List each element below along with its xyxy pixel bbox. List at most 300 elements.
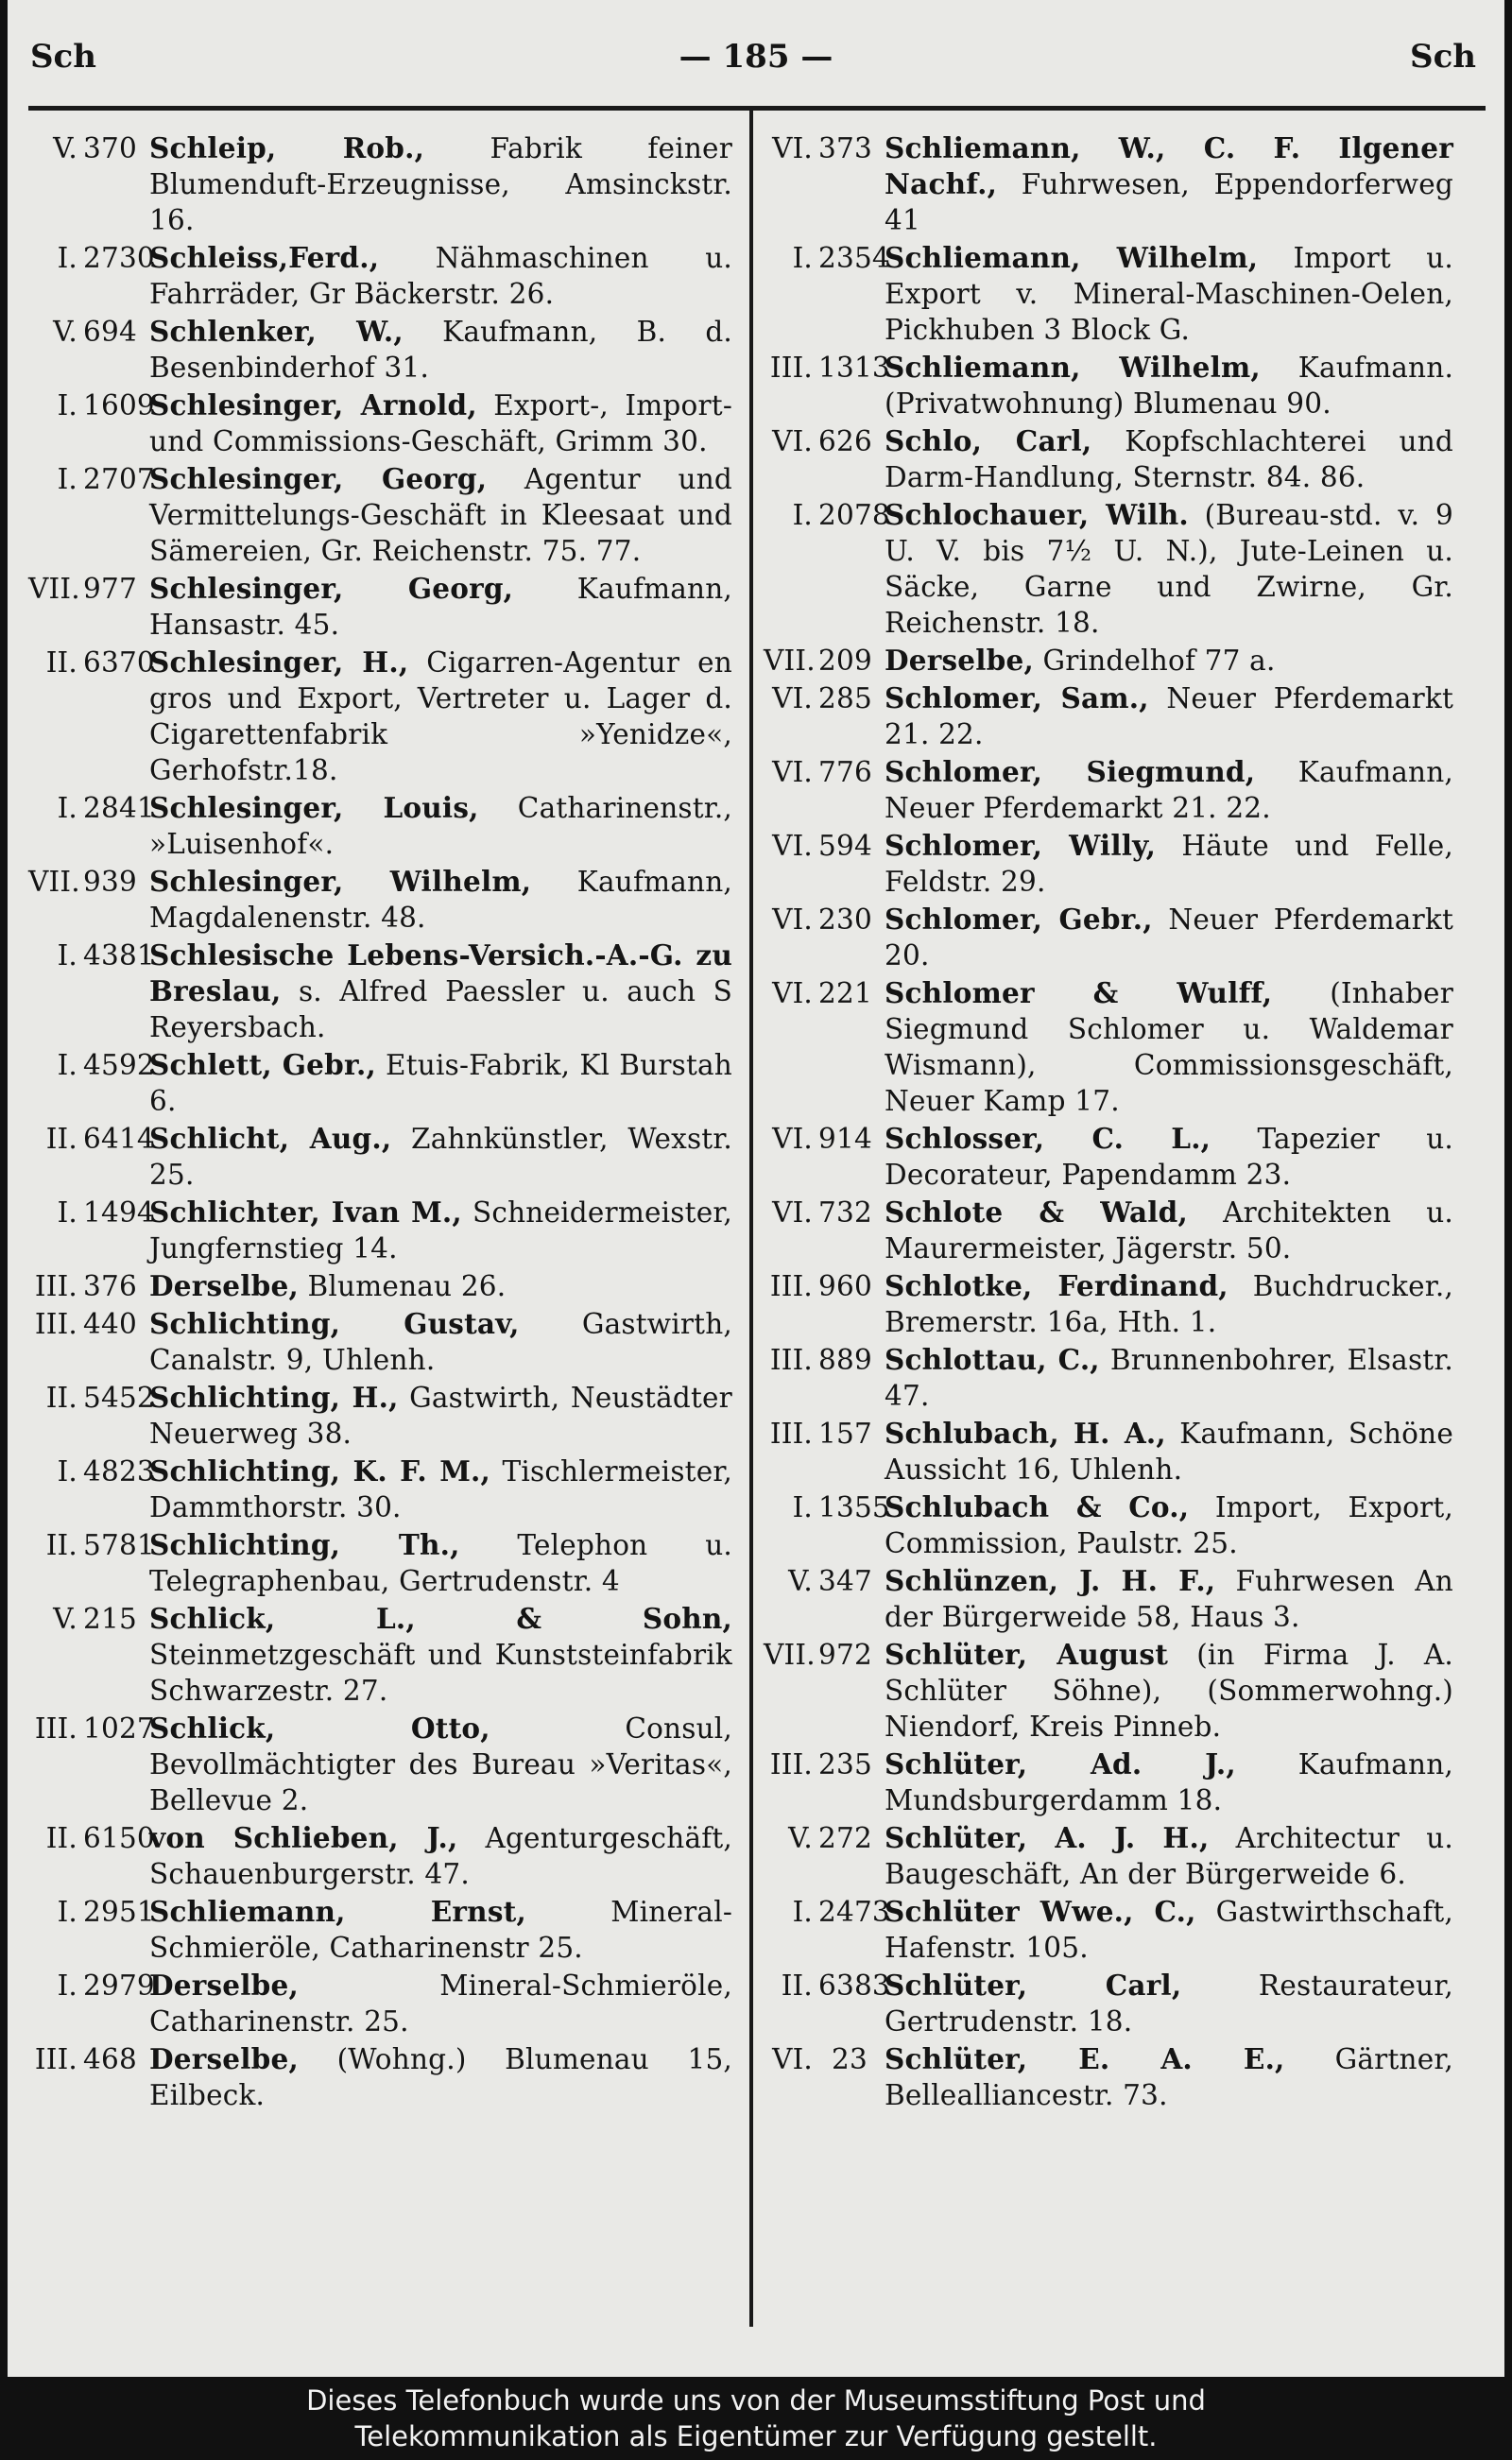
subscriber-details: Gastwirth, Neustädter Neuerweg 38. [149,1382,732,1450]
phone-number: 2951 [83,1896,155,1928]
subscriber-details: Agentur und Vermittelungs-Geschäft in Kleesaat und Sämereien, Gr. Reichenstr. 75. 77. [149,463,732,567]
phone-number: 5781 [83,1529,155,1561]
directory-entry [764,902,1453,973]
phone-number: 776 [818,756,872,788]
subscriber-details: Tischlermeister, Dammthorstr. 30. [149,1455,733,1523]
directory-entry [28,1968,732,2039]
district-code: I. [57,1196,77,1229]
district-code: I. [57,792,77,824]
subscriber-name: Schlick, Otto, [149,1712,490,1745]
subscriber-details: Restaurateur, Gertrudenstr. 18. [885,1970,1453,2038]
directory-entry [764,828,1453,900]
subscriber-name: Schlett, Gebr., [149,1048,376,1081]
directory-entry [28,1820,732,1892]
directory-entry [28,387,732,459]
phone-number: 440 [83,1308,137,1340]
subscriber-details: Kaufmann, Schöne Aussicht 16, Uhlenh. [885,1418,1453,1486]
directory-entry [28,130,732,238]
directory-entry [764,1746,1453,1818]
subscriber-name: Schlichting, Gustav, [149,1307,520,1340]
subscriber-details: Gärtner, Bellealliancestr. 73. [885,2043,1454,2111]
subscriber-name: Schlotke, Ferdinand, [885,1269,1228,1302]
subscriber-name: Schlicht, Aug., [149,1122,392,1155]
phone-number: 939 [83,866,137,898]
directory-entry [28,1121,732,1193]
entry-text [885,1746,1453,1818]
directory-entry [28,645,732,788]
directory-entry [764,1820,1453,1892]
subscriber-name: Derselbe, [885,644,1034,677]
phone-number: 4592 [83,1049,155,1081]
subscriber-details: Buchdrucker., Bremerstr. 16a, Hth. 1. [885,1270,1454,1338]
district-code: I. [57,463,77,495]
phone-number: 6383 [818,1970,890,2002]
directory-entry [28,1527,732,1599]
subscriber-name: Schlosser, C. L., [885,1122,1211,1155]
directory-entry [764,1342,1453,1414]
phone-number: 468 [83,2043,137,2075]
district-code: VI. [772,1196,813,1229]
subscriber-details: Gastwirth, Canalstr. 9, Uhlenh. [149,1308,733,1376]
phone-number: 2473 [818,1896,890,1928]
directory-entry [28,571,732,643]
directory-entry [764,130,1453,238]
entry-text [885,1489,1453,1561]
footer-line-2: Telekommunikation als Eigentümer zur Verfügung gestellt. [354,2420,1158,2452]
phone-number: 23 [832,2043,868,2075]
entry-text [885,975,1453,1119]
subscriber-details: Export-, Import- und Commissions-Geschäft, Grimm 30. [149,389,732,457]
district-code: III. [769,1270,813,1302]
subscriber-details: Telephon u. Telegraphenbau, Gertrudenstr. 4 [149,1529,732,1597]
phone-number: 594 [818,830,872,862]
district-code: VI. [772,2043,813,2075]
entry-text [885,240,1453,348]
entry-text [149,1380,732,1452]
directory-entry [28,461,732,569]
column-divider [749,111,753,2327]
subscriber-details: s. Alfred Paessler u. auch S Reyersbach. [149,975,733,1043]
district-code: II. [45,1529,77,1561]
entry-text [149,1601,732,1709]
directory-entry [764,975,1453,1119]
phone-number: 1027 [83,1712,155,1745]
district-code: I. [57,939,77,972]
header-right-keyword: Sch [1410,38,1476,76]
phone-number: 2979 [83,1970,155,2002]
directory-entry [28,1268,732,1304]
phone-number: 285 [818,682,872,714]
entry-text [885,1416,1453,1488]
subscriber-details: Mineral-Schmieröle, Catharinenstr. 25. [149,1970,732,2038]
left-column [28,130,732,2115]
phone-number: 6370 [83,646,155,679]
entry-text [149,571,732,643]
subscriber-details: Fabrik feiner Blumenduft-Erzeugnisse, Amsinckstr. 16. [149,132,732,236]
subscriber-details: Häute und Felle, Feldstr. 29. [885,830,1454,898]
subscriber-name: Schlochauer, Wilh. [885,498,1189,531]
entry-text [885,350,1453,421]
subscriber-name: Schlenker, W., [149,315,404,348]
subscriber-name: Schleiss,Ferd., [149,241,380,274]
phone-number: 157 [818,1418,872,1450]
entry-text [149,387,732,459]
directory-entry [28,1601,732,1709]
subscriber-name: Schlüter Wwe., C., [885,1895,1196,1928]
phone-number: 221 [818,977,872,1009]
phone-number: 5452 [83,1382,155,1414]
entry-text [885,1195,1453,1266]
page-header [8,28,1504,85]
subscriber-name: Schlesinger, Georg, [149,462,488,495]
entry-text [885,828,1453,900]
header-rule [28,106,1486,111]
phone-number: 370 [83,132,137,164]
district-code: II. [781,1970,813,2002]
district-code: II. [45,1382,77,1414]
entry-text [149,1820,732,1892]
subscriber-details: Kaufmann, B. d. Besenbinderhof 31. [149,316,732,384]
subscriber-name: Schliemann, Ernst, [149,1895,526,1928]
district-code: III. [34,1712,77,1745]
entry-text [885,130,1453,238]
subscriber-name: Schlick, L., & Sohn, [149,1602,732,1635]
subscriber-name: Derselbe, [149,2042,299,2075]
entry-text [149,1711,732,1818]
entry-text [149,938,732,1045]
phone-number: 215 [83,1603,137,1635]
subscriber-name: Schlichter, Ivan M., [149,1196,462,1229]
directory-entry [28,790,732,862]
phone-number: 6150 [83,1822,155,1854]
entry-text [149,1454,732,1525]
directory-entry [764,423,1453,495]
entry-text [149,314,732,386]
directory-entry [764,1416,1453,1488]
phone-number: 977 [83,573,137,605]
directory-page [8,0,1504,2377]
entry-text [149,1268,732,1304]
subscriber-name: Schlubach, H. A., [885,1417,1166,1450]
subscriber-name: Schlüter, Ad. J., [885,1747,1236,1780]
right-column [764,130,1453,2115]
directory-entry [764,1637,1453,1745]
subscriber-details: Zahnkünstler, Wexstr. 25. [149,1123,733,1191]
subscriber-details: Nähmaschinen u. Fahrräder, Gr Bäckerstr. 26. [149,242,733,310]
entry-text [885,754,1453,826]
district-code: VI. [772,977,813,1009]
subscriber-name: Schlichting, K. F. M., [149,1454,490,1488]
phone-number: 230 [818,903,872,936]
phone-number: 889 [818,1344,872,1376]
directory-entry [28,1894,732,1966]
directory-entry [28,314,732,386]
entry-text [885,1268,1453,1340]
directory-entry [28,1195,732,1266]
district-code: I. [792,1896,813,1928]
directory-entry [28,1711,732,1818]
subscriber-details: Cigarren-Agentur en gros und Export, Vertreter u. Lager d. Cigarettenfabrik »Yenidze«, Gerhofstr.18. [149,646,732,786]
entry-text [885,1894,1453,1966]
entry-text [885,2041,1453,2113]
directory-entry [28,864,732,936]
phone-number: 1609 [83,389,155,421]
directory-entry [764,754,1453,826]
subscriber-name: Schlesische Lebens-Versich.-A.-G. zu Breslau, [149,938,732,1007]
entry-text [149,1527,732,1599]
entry-text [149,1047,732,1119]
entry-text [885,643,1453,679]
entry-text [149,1121,732,1193]
directory-entry [764,680,1453,752]
subscriber-name: Schlote & Wald, [885,1196,1188,1229]
directory-entry [28,240,732,312]
phone-number: 373 [818,132,872,164]
phone-number: 1355 [818,1491,890,1523]
phone-number: 960 [818,1270,872,1302]
phone-number: 2354 [818,242,890,274]
directory-entry [764,1268,1453,1340]
entry-text [149,645,732,788]
subscriber-details: (in Firma J. A. Schlüter Söhne), (Sommerwohng.) Niendorf, Kreis Pinneb. [885,1639,1453,1743]
subscriber-name: Derselbe, [149,1269,299,1302]
phone-number: 2730 [83,242,155,274]
subscriber-details: Kaufmann. (Privatwohnung) Blumenau 90. [885,352,1454,420]
subscriber-details: Fuhrwesen, Eppendorferweg 41 [885,168,1453,236]
directory-entry [764,1563,1453,1635]
subscriber-name: Schlomer, Siegmund, [885,755,1256,788]
entry-text [149,2041,732,2113]
entry-text [149,240,732,312]
district-code: V. [788,1822,813,1854]
district-code: III. [769,1748,813,1780]
entry-text [149,790,732,862]
phone-number: 2078 [818,499,890,531]
directory-entry [764,1968,1453,2039]
entry-text [885,1563,1453,1635]
district-code: I. [57,1049,77,1081]
directory-entry [28,1380,732,1452]
phone-number: 209 [818,645,872,677]
entry-text [149,1894,732,1966]
subscriber-details: Kopfschlachterei und Darm-Handlung, Sternstr. 84. 86. [885,425,1453,493]
phone-number: 6414 [83,1123,155,1155]
directory-entry [764,1894,1453,1966]
district-code: I. [57,1896,77,1928]
entry-text [885,1342,1453,1414]
phone-number: 376 [83,1270,137,1302]
subscriber-name: Schlomer, Willy, [885,829,1157,862]
directory-entry [764,1195,1453,1266]
directory-entry [764,1489,1453,1561]
phone-number: 235 [818,1748,872,1780]
directory-entry [28,938,732,1045]
subscriber-details: Steinmetzgeschäft und Kunststeinfabrik Schwarzestr. 27. [149,1639,732,1707]
district-code: I. [57,1970,77,2002]
phone-number: 694 [83,316,137,348]
subscriber-name: Schlesinger, Georg, [149,572,514,605]
directory-entry [764,643,1453,679]
subscriber-details: Gastwirthschaft, Hafenstr. 105. [885,1896,1453,1964]
subscriber-name: Schlüter, E. A. E., [885,2042,1285,2075]
subscriber-name: von Schlieben, J., [149,1821,458,1854]
district-code: III. [769,1418,813,1450]
district-code: II. [45,646,77,679]
directory-entry [28,1047,732,1119]
footer-notice [0,2377,1512,2460]
subscriber-details: Tapezier u. Decorateur, Papendamm 23. [885,1123,1454,1191]
subscriber-details: Architectur u. Baugeschäft, An der Bürgerweide 6. [885,1822,1453,1890]
district-code: VII. [28,866,80,898]
entry-text [885,1968,1453,2039]
subscriber-name: Schliemann, Wilhelm, [885,241,1259,274]
district-code: III. [34,1308,77,1340]
phone-number: 914 [818,1123,872,1155]
subscriber-details: Fuhrwesen An der Bürgerweide 58, Haus 3. [885,1565,1454,1633]
subscriber-name: Schlünzen, J. H. F., [885,1564,1216,1597]
district-code: III. [34,2043,77,2075]
directory-entry [28,1306,732,1378]
subscriber-details: (Bureau-std. v. 9 U. V. bis 7½ U. N.), Jute-Leinen u. Säcke, Garne und Zwirne, Gr. Reichenstr. 18. [885,499,1453,639]
district-code: VI. [772,830,813,862]
district-code: V. [53,316,77,348]
district-code: VI. [772,132,813,164]
district-code: II. [45,1123,77,1155]
entry-text [149,1968,732,2039]
district-code: VII. [764,645,816,677]
district-code: VI. [772,756,813,788]
district-code: VI. [772,903,813,936]
directory-entry [28,2041,732,2113]
subscriber-details: (Wohng.) Blumenau 15, Eilbeck. [149,2043,733,2111]
subscriber-details: Kaufmann, Neuer Pferdemarkt 21. 22. [885,756,1453,824]
district-code: V. [788,1565,813,1597]
district-code: I. [57,242,77,274]
entry-text [885,423,1453,495]
page-number: — 185 — [679,38,833,76]
entry-text [885,1121,1453,1193]
subscriber-details: Architekten u. Maurermeister, Jägerstr. 50. [885,1196,1454,1264]
directory-entry [764,350,1453,421]
subscriber-name: Schlesinger, Arnold, [149,388,477,421]
subscriber-name: Derselbe, [149,1969,299,2002]
directory-entry [764,497,1453,641]
subscriber-name: Schlottau, C., [885,1343,1100,1376]
subscriber-details: (Inhaber Siegmund Schlomer u. Waldemar Wismann), Commissionsgeschäft, Neuer Kamp 17. [885,977,1454,1117]
entry-text [149,864,732,936]
entry-text [885,1637,1453,1745]
subscriber-name: Schlichting, Th., [149,1528,460,1561]
subscriber-details: Consul, Bevollmächtigter des Bureau »Veritas«, Bellevue 2. [149,1712,732,1816]
subscriber-name: Schliemann, Wilhelm, [885,351,1261,384]
phone-number: 626 [818,425,872,457]
footer-line-1: Dieses Telefonbuch wurde uns von der Museumsstiftung Post und [306,2384,1206,2417]
subscriber-name: Schliemann, W., C. F. Ilgener Nachf., [885,131,1453,200]
subscriber-name: Schlüter, A. J. H., [885,1821,1210,1854]
district-code: V. [53,132,77,164]
subscriber-details: Etuis-Fabrik, Kl Burstah 6. [149,1049,733,1117]
district-code: II. [45,1822,77,1854]
subscriber-name: Schlomer, Sam., [885,681,1149,714]
entry-text [149,1195,732,1266]
entry-text [149,1306,732,1378]
subscriber-details: Brunnenbohrer, Elsastr. 47. [885,1344,1453,1412]
subscriber-details: Kaufmann, Magdalenenstr. 48. [149,866,732,934]
subscriber-details: Neuer Pferdemarkt 20. [885,903,1454,972]
directory-entry [28,1454,732,1525]
district-code: III. [769,352,813,384]
subscriber-details: Import, Export, Commission, Paulstr. 25. [885,1491,1454,1559]
subscriber-name: Schlesinger, Louis, [149,791,479,824]
header-left-keyword: Sch [30,38,96,76]
district-code: VI. [772,1123,813,1155]
phone-number: 1494 [83,1196,155,1229]
phone-number: 347 [818,1565,872,1597]
phone-number: 972 [818,1639,872,1671]
entry-text [149,461,732,569]
district-code: I. [792,499,813,531]
subscriber-name: Schlo, Carl, [885,424,1092,457]
district-code: I. [792,242,813,274]
entry-text [885,1820,1453,1892]
subscriber-name: Schlubach & Co., [885,1490,1190,1523]
subscriber-details: Blumenau 26. [307,1270,507,1302]
district-code: VII. [28,573,80,605]
phone-number: 272 [818,1822,872,1854]
district-code: I. [57,1455,77,1488]
directory-entry [764,240,1453,348]
district-code: VI. [772,682,813,714]
subscriber-details: Agenturgeschäft, Schauenburgerstr. 47. [149,1822,733,1890]
subscriber-name: Schleip, Rob., [149,131,425,164]
entry-text [885,902,1453,973]
subscriber-name: Schlomer, Gebr., [885,903,1153,936]
district-code: I. [792,1491,813,1523]
phone-number: 4381 [83,939,155,972]
directory-entry [764,2041,1453,2113]
phone-number: 4823 [83,1455,155,1488]
district-code: VI. [772,425,813,457]
subscriber-details: Mineral-Schmieröle, Catharinenstr 25. [149,1896,732,1964]
subscriber-details: Grindelhof 77 a. [1042,645,1276,677]
subscriber-details: Catharinenstr., »Luisenhof«. [149,792,732,860]
subscriber-details: Kaufmann, Mundsburgerdamm 18. [885,1748,1453,1816]
subscriber-name: Schlüter, August [885,1638,1169,1671]
subscriber-details: Import u. Export v. Mineral-Maschinen-Oelen, Pickhuben 3 Block G. [885,242,1454,346]
district-code: III. [769,1344,813,1376]
phone-number: 2707 [83,463,155,495]
phone-number: 2841 [83,792,155,824]
subscriber-name: Schlichting, H., [149,1381,399,1414]
district-code: I. [57,389,77,421]
entry-text [149,130,732,238]
directory-entry [764,1121,1453,1193]
entry-text [885,680,1453,752]
district-code: VII. [764,1639,816,1671]
subscriber-name: Schlüter, Carl, [885,1969,1182,2002]
district-code: V. [53,1603,77,1635]
subscriber-name: Schlomer & Wulff, [885,976,1273,1009]
phone-number: 1313 [818,352,890,384]
subscriber-name: Schlesinger, Wilhelm, [149,865,532,898]
phone-number: 732 [818,1196,872,1229]
subscriber-name: Schlesinger, H., [149,645,409,679]
entry-text [885,497,1453,641]
subscriber-details: Schneidermeister, Jungfernstieg 14. [149,1196,732,1264]
subscriber-details: Kaufmann, Hansastr. 45. [149,573,732,641]
subscriber-details: Neuer Pferdemarkt 21. 22. [885,682,1453,750]
district-code: III. [34,1270,77,1302]
